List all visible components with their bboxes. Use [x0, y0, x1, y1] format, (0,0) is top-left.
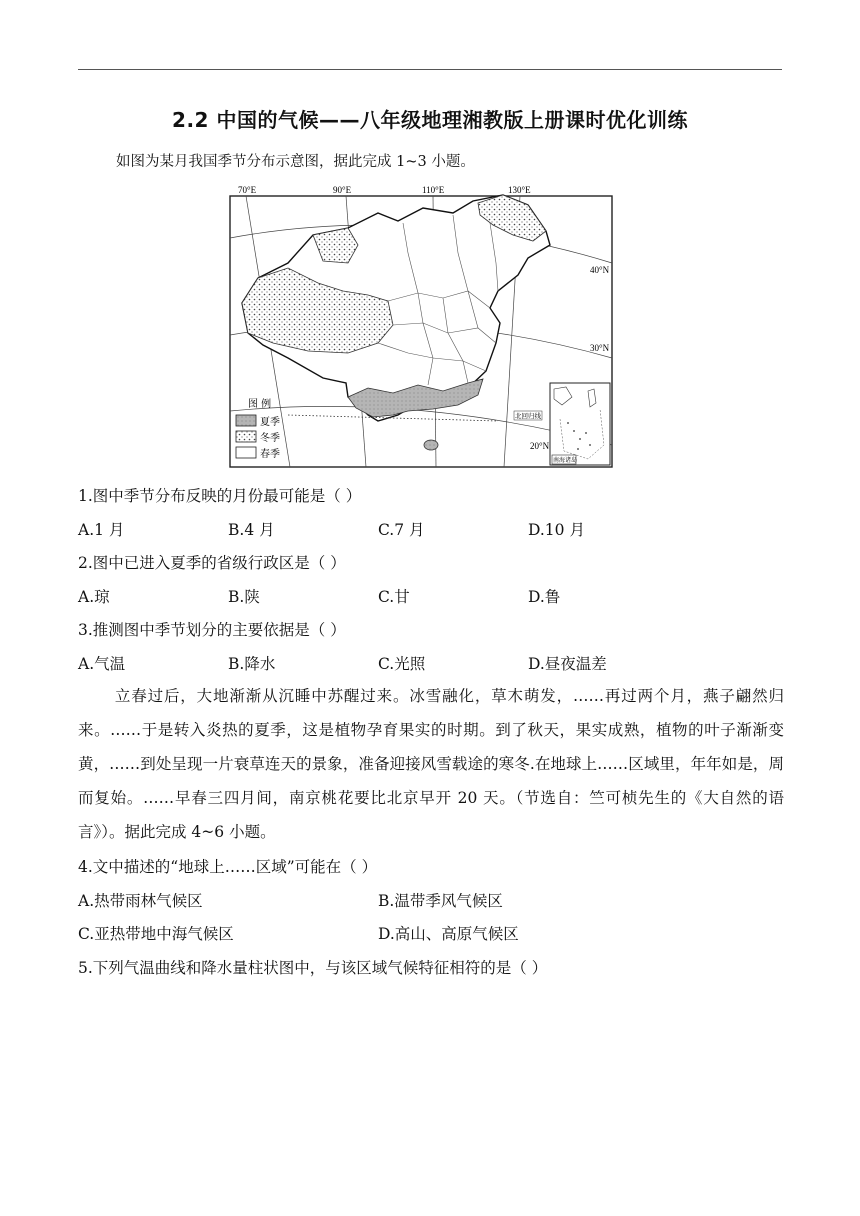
legend-title: 图 例: [248, 399, 272, 410]
option-c[interactable]: C.7 月: [378, 521, 425, 539]
question-1-options: [78, 518, 782, 540]
legend-label-winter: 冬季: [260, 433, 280, 444]
option-b[interactable]: B.温带季风气候区: [378, 892, 503, 910]
legend-label-summer: 夏季: [260, 417, 280, 428]
reading-passage: [78, 679, 784, 849]
season-map: [228, 183, 614, 469]
legend-label-spring: 春季: [260, 449, 280, 460]
question-2-stem: 2.图中已进入夏季的省级行政区是（ ）: [78, 554, 346, 572]
question-3-stem: 3.推测图中季节划分的主要依据是（ ）: [78, 621, 346, 639]
legend-swatch-summer: [236, 415, 256, 426]
lat-label: 40°N: [590, 265, 610, 275]
question-3-options: [78, 652, 782, 674]
option-c[interactable]: C.光照: [378, 655, 426, 673]
option-c[interactable]: C.甘: [378, 588, 410, 606]
question-4-options-row2: [78, 922, 782, 944]
option-b[interactable]: B.4 月: [228, 521, 275, 539]
option-a[interactable]: A.热带雨林气候区: [78, 892, 203, 910]
option-c[interactable]: C.亚热带地中海气候区: [78, 925, 234, 943]
option-a[interactable]: A.1 月: [78, 521, 125, 539]
tropic-label: 北回归线: [515, 412, 541, 420]
question-5-stem: 5.下列气温曲线和降水量柱状图中，与该区域气候特征相符的是（ ）: [78, 959, 548, 977]
legend-swatch-spring: [236, 447, 256, 458]
lon-label: 70°E: [238, 185, 257, 195]
lat-label: 30°N: [590, 343, 610, 353]
question-1-stem: 1.图中季节分布反映的月份最可能是（ ）: [78, 487, 362, 505]
legend-swatch-winter: [236, 431, 256, 442]
option-d[interactable]: D.昼夜温差: [528, 655, 607, 673]
lat-label: 20°N: [530, 441, 550, 451]
question-4-stem: 4.文中描述的“地球上……区域”可能在（ ）: [78, 858, 378, 876]
option-b[interactable]: B.降水: [228, 655, 276, 673]
option-d[interactable]: D.高山、高原气候区: [378, 925, 519, 943]
option-a[interactable]: A.气温: [78, 655, 126, 673]
header-rule: [78, 69, 782, 70]
hainan-island: [424, 440, 438, 450]
passage-text: 立春过后，大地渐渐从沉睡中苏醒过来。冰雪融化，草木萌发，……再过两个月，燕子翩然归来。……于是转入炎热的夏季，这是植物孕育果实的时期。到了秋天，果实成熟，植物的叶子渐渐变黄，……到处呈现一片衰草连天的景象，准备迎接风雪载途的寒冬.在地球上……区域里，年年如是，周而复始。……早春三四月间，南京桃花要比北京早开 20 天。（节选自：竺可桢先生的《大自然的语言》）。据此完成 4~6 小题。: [78, 687, 784, 841]
option-b[interactable]: B.陕: [228, 588, 260, 606]
lon-label: 90°E: [333, 185, 352, 195]
option-d[interactable]: D.鲁: [528, 588, 561, 606]
intro-text: 如图为某月我国季节分布示意图，据此完成 1~3 小题。: [116, 154, 475, 170]
inset-caption: 南海诸岛: [553, 457, 578, 464]
question-2-options: [78, 585, 782, 607]
option-a[interactable]: A.琼: [78, 588, 110, 606]
lon-label: 110°E: [422, 185, 445, 195]
page-title: 2.2 中国的气候——八年级地理湘教版上册课时优化训练: [172, 108, 688, 132]
lon-label: 130°E: [508, 185, 531, 195]
option-d[interactable]: D.10 月: [528, 521, 585, 539]
question-4-options-row1: [78, 889, 782, 911]
south-sea-inset: [550, 383, 610, 465]
